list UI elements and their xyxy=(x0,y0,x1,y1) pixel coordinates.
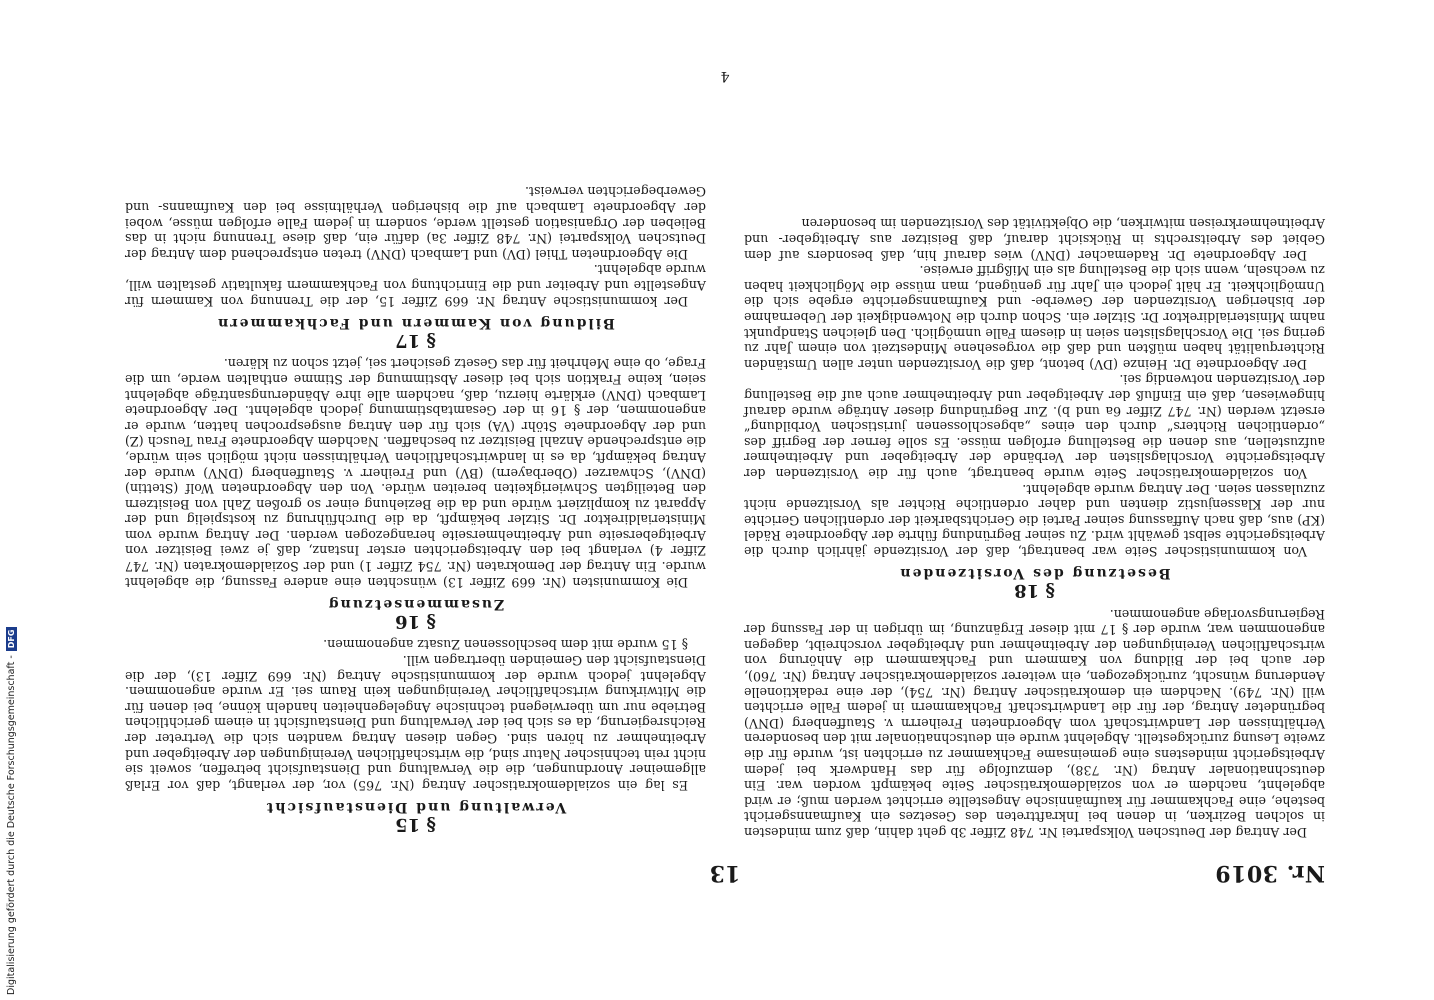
section-title: Verwaltung und Dienstaufsicht xyxy=(264,799,567,816)
page-number: 13 xyxy=(709,860,741,886)
document-page xyxy=(125,62,1325,892)
section-number: § 18 xyxy=(1014,580,1055,602)
paragraph: Der Antrag der Deutschen Volkspartei Nr. 748 Ziffer 3b geht dahin, daß zum mindesten in solchen Bezirken, in denen bei Inkrafttreten des Gesetzes ein Kaufmannsgericht bestehe, eine Fachkammer für kaufmännische Angestellte errichtet werden muß; er wird abgelehnt, nachdem er von sozialdemokratischer Seite bekämpft worden war. Ein deutschnationaler Antrag (Nr. 738), demzufolge für das Handwerk bei jedem Arbeitsgericht mindestens eine gemeinsame Fachkammer zu errichten ist, wurde für die zweite Lesung zurückgestellt. Abgelehnt wurde ein deutschnationaler mit den besonderen Verhältnissen der Landwirtschaft vom Abgeordneten Freiherrn v. Stauffenberg (DNV) begründeter Antrag, der für die Landwirtschaft Fachkammern in jedem Falle errichten will (Nr. 749). Nachdem ein demokratischer Antrag (Nr. 754), der eine redaktionelle Aenderung wünscht, zurückgezogen, ein weiterer sozialdemokratischer Antrag (Nr. 760), der auch bei der Bildung von Kammern und Fachkammern die Anhörung von wirtschaftlichen Vereinigungen der Arbeitnehmer und Arbeitgeber vorschreibt, dagegen angenommen war, wurde der § 17 mit dieser Ergänzung, im übrigen in der Fassung der Regierungsvorlage angenommen. xyxy=(744,606,1325,840)
text-columns xyxy=(125,106,1325,840)
section-number: § 17 xyxy=(395,329,436,351)
section-title: Besetzung des Vorsitzenden xyxy=(898,565,1171,582)
paragraph: Der Abgeordnete Dr. Heinze (DV) betont, daß die Vorsitzenden unter allen Umständen Richterqualität haben müßten und daß die vorgesehene Mindestzeit von einem Jahr zu gering sei. Die Vorschlagslisten seien in diesem Falle unmöglich. Den gleichen Standpunkt nahm Ministerialdirektor Dr. Sitzler ein. Schon durch die Notwendigkeit der Uebernahme der bisherigen Vorsitzenden der Gewerbe- und Kaufmannsgerichte ergebe sich die Unmöglichkeit. Er hält jedoch ein Jahr für genügend, man müsse die Möglichkeit haben zu wechseln, wenn sich die Bestellung als ein Mißgriff erweise. xyxy=(744,263,1325,372)
paragraph: § 15 wurde mit dem beschlossenen Zusatz angenommen. xyxy=(323,637,688,653)
column-right xyxy=(125,106,706,840)
page-header xyxy=(125,852,1325,892)
paragraph: Von sozialdemokratischer Seite wurde beantragt, auch für die Vorsitzenden der Arbeitsgerichte Vorschlagslisten der Verbände der Arbeitgeber und Arbeitnehmer aufzustellen, aus denen die Bestellung erfolgen müsse. Es solle ferner der Begriff des „ordentlichen Richters“ durch den eines „abgeschlossenen juristischen Vorbildung“ ersetzt werden (Nr. 747 Ziffer 6a und b). Zur Begründung dieser Anträge wurde darauf hingewiesen, daß ein Einfluß der Arbeitgeber und Arbeitnehmer auch auf die Bestellung der Vorsitzenden notwendig sei. xyxy=(744,372,1325,481)
sheet-signature: 4 xyxy=(720,68,730,84)
section-number: § 16 xyxy=(395,610,436,632)
section-number: § 15 xyxy=(395,814,436,835)
paragraph: Von kommunistischer Seite war beantragt, daß der Vorsitzende jährlich durch die Arbeitsgerichte selbst gewählt wird. Zu seiner Begründung führte der Abgeordnete Rädel (KP) aus, daß nach Auffassung seiner Partei die Gerichtsbarkeit der ordentlichen Gerichte nur der Klassenjustiz dienten und daher ordentliche Richter als Vorsitzende nicht zuzulassen seien. Der Antrag wurde abgelehnt. xyxy=(744,481,1325,559)
credit-text: Digitalisierung gefördert durch die Deutsche Forschungsgemeinschaft - xyxy=(6,655,17,995)
paragraph: Der kommunistische Antrag Nr. 669 Ziffer 15, der die Trennung von Kammern für Angestellte und Arbeiter und die Einrichtung von Fachkammern fakultativ gestalten will, wurde abgelehnt. xyxy=(125,262,706,309)
section-title: Bildung von Kammern und Fachkammern xyxy=(216,315,615,332)
dfg-logo: DFG xyxy=(6,627,17,652)
digitization-credit xyxy=(6,627,17,995)
paragraph: Die Kommunisten (Nr. 669 Ziffer 13) wünschten eine andere Fassung, die abgelehnt wurde. Ein Antrag der Demokraten (Nr. 754 Ziffer 1) und der Sozialdemokraten (Nr. 747 Ziffer 4) verlangt bei den Arbeitsgerichten erster Instanz, daß je zwei Beisitzer von Arbeitgeberseite und Arbeitnehmerseite herangezogen werden. Der Antrag wurde vom Ministerialdirektor Dr. Sitzler bekämpft, da die Durchführung zu kostspielig und der Apparat zu kompliziert würde und da die Beziehung einer so großen Zahl von Beisitzern den Beteiligten Schwierigkeiten bereiten würde. Von den Abgeordneten Wolf (Stettin) (DNV), Schwarzer (Oberbayern) (BV) und Freiherr v. Stauffenberg (DNV) wurde der Antrag bekämpft, da es in landwirtschaftlichen Verhältnissen nicht möglich sein würde, die entsprechende Anzahl Beisitzer zu beschaffen. Nachdem Abgeordnete Frau Teusch (Z) und der Abgeordnete Stöhr (VA) sich für den Antrag ausgesprochen hatten, wurde er angenommen, der § 16 in der Gesamtabstimmung jedoch abgelehnt. Der Abgeordnete Lambach (DNV) erklärte hierzu, daß, nachdem alle ihre Abänderungsanträge abgelehnt seien, keine Fraktion sich bei dieser Abstimmung der Stimme enthalten werde, um die Frage, ob eine Mehrheit für das Gesetz gesichert sei, jetzt schon zu klären. xyxy=(125,356,706,590)
paragraph: Die Abgeordneten Thiel (DV) und Lambach (DNV) treten entsprechend dem Antrag der Deutschen Volkspartei (Nr. 748 Ziffer 3a) dafür ein, daß diese Trennung nicht in das Belieben der Organisation gestellt werde, sondern in jedem Falle erfolgen müsse, wobei der Abgeordnete Lambach auf die bisherigen Verhältnisse bei den Kaufmanns- und Gewerbegerichten verweist. xyxy=(125,184,706,262)
section-title: Zusammensetzung xyxy=(326,596,505,613)
issue-number: Nr. 3019 xyxy=(1214,860,1325,886)
column-left xyxy=(744,106,1325,840)
paragraph: Es lag ein sozialdemokratischer Antrag (Nr. 765) vor, der verlangt, daß vor Erlaß allgemeiner Anordnungen, die die Verwaltung und Dienstaufsicht betreffen, soweit sie nicht rein technischer Natur sind, die wirtschaftlichen Vereinigungen der Arbeitgeber und Arbeitnehmer zu hören sind. Gegen diesen Antrag wandten sich die Vertreter der Reichsregierung, da es sich bei der Verwaltung und Dienstaufsicht in einem gerichtlichen Betriebe nur um überwiegend technische Angelegenheiten handeln könne, bei denen für die Mitwirkung wirtschaftlicher Vereinigungen kein Raum sei. Er wurde angenommen. Abgelehnt jedoch wurde der kommunistische Antrag (Nr. 669 Ziffer 13), der die Dienstaufsicht den Gemeinden übertragen will. xyxy=(125,653,706,793)
paragraph: Der Abgeordnete Dr. Rademacher (DNV) wies darauf hin, daß besonders auf dem Gebiet des Arbeitsrechts in Rücksicht darauf, daß Beisitzer aus Arbeitgeber- und Arbeitnehmerkreisen mitwirken, die Objektivität des Vorsitzenden im besonderen xyxy=(744,216,1325,263)
